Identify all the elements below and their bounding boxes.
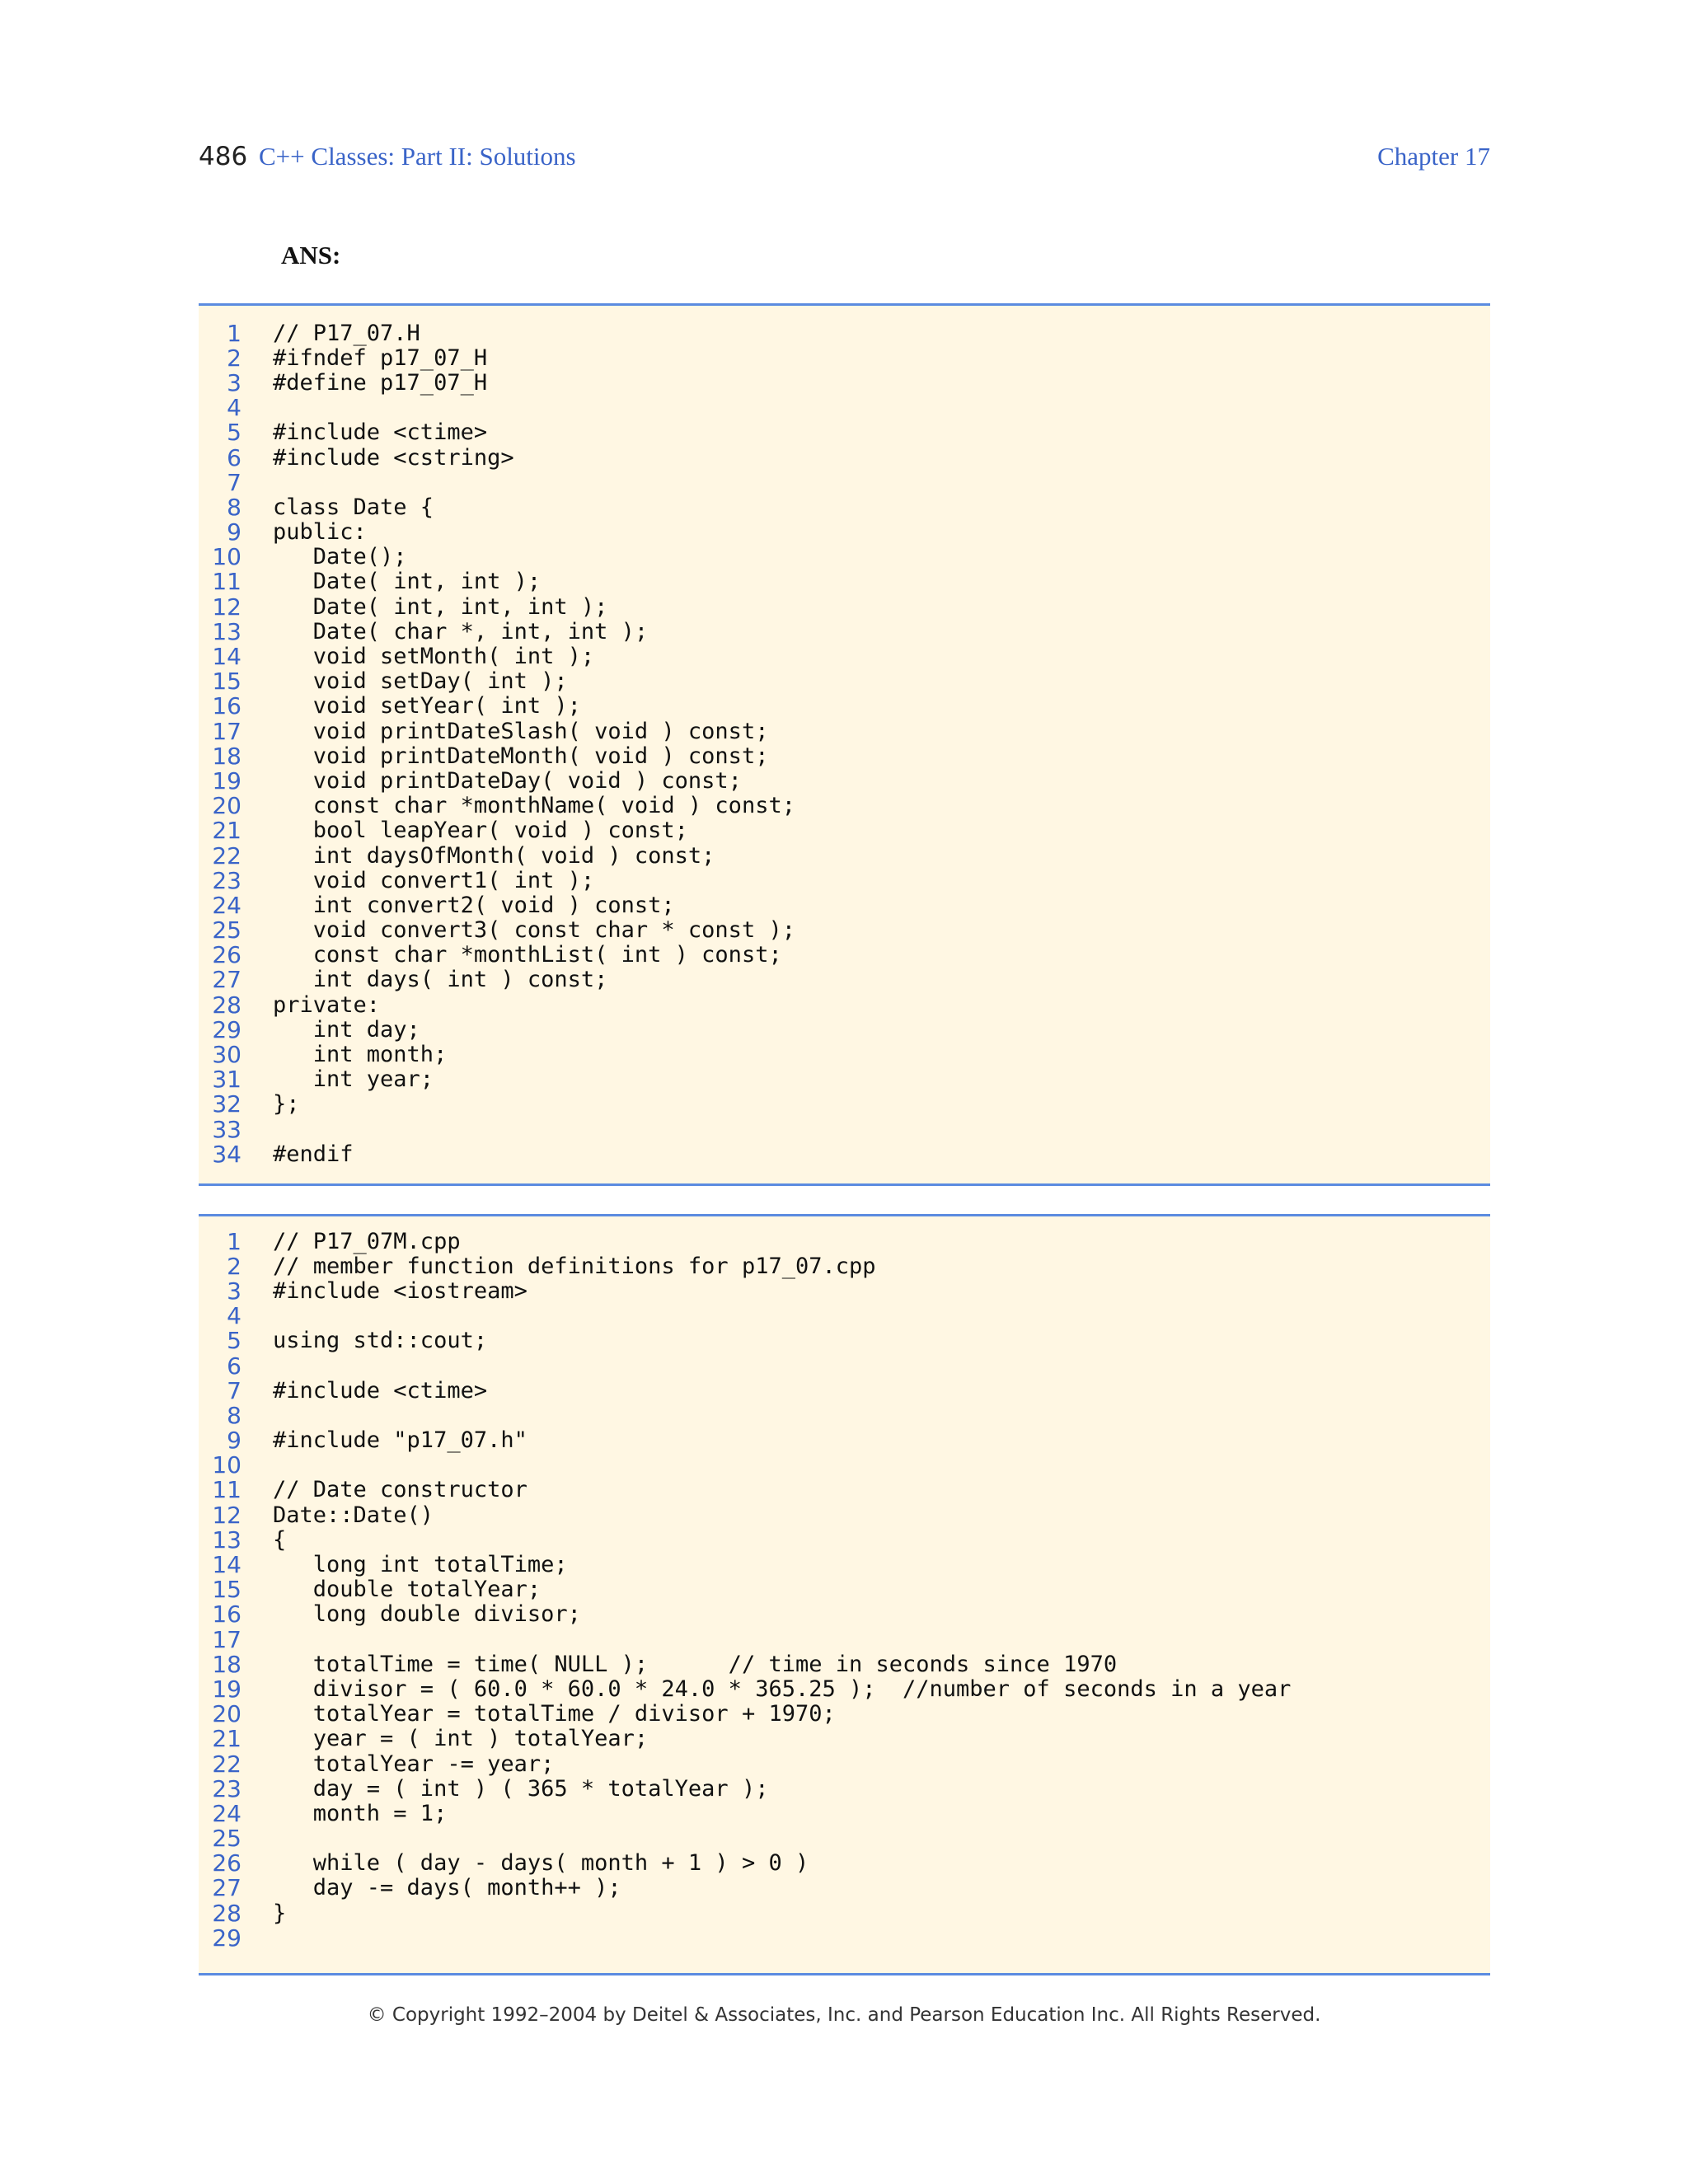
code-text: long double divisor; [273, 1601, 581, 1628]
code-text: } [273, 1900, 287, 1926]
code-text: divisor = ( 60.0 * 60.0 * 24.0 * 365.25 ); //number of seconds in a year [273, 1675, 1292, 1702]
line-number: 20 [212, 792, 241, 820]
code-line [199, 1925, 1490, 1950]
code-text: Date( int, int, int ); [273, 593, 608, 620]
code-line [199, 1067, 1490, 1092]
code-line [199, 643, 1490, 671]
code-line [199, 1577, 1490, 1602]
line-number: 6 [227, 1352, 241, 1380]
line-number: 8 [227, 1401, 241, 1429]
code-line [199, 1702, 1490, 1727]
code-line [199, 1602, 1490, 1627]
code-text: Date::Date() [273, 1502, 434, 1528]
code-line [199, 569, 1490, 594]
line-number: 10 [212, 1451, 241, 1479]
line-number: 19 [212, 1675, 241, 1703]
code-text: void convert1( int ); [273, 867, 595, 893]
line-number: 2 [227, 1252, 241, 1280]
code-line [199, 1552, 1490, 1577]
code-lines [199, 321, 1490, 1166]
line-number: 17 [212, 1625, 241, 1653]
line-number: 14 [212, 643, 241, 671]
code-line [199, 1900, 1490, 1925]
code-line [199, 1652, 1490, 1676]
code-line [199, 1329, 1490, 1353]
code-line [199, 1751, 1490, 1776]
code-line [199, 818, 1490, 843]
code-line [199, 420, 1490, 445]
chapter-label: Chapter 17 [1377, 142, 1490, 171]
line-number: 18 [212, 1650, 241, 1678]
code-line [199, 794, 1490, 818]
code-text: double totalYear; [273, 1577, 542, 1603]
line-number: 29 [212, 1924, 241, 1952]
line-number: 16 [212, 1601, 241, 1629]
line-number: 31 [212, 1066, 241, 1094]
code-text: #include <ctime> [273, 1377, 488, 1404]
line-number: 21 [212, 817, 241, 845]
line-number: 15 [212, 1576, 241, 1604]
code-text: day = ( int ) ( 365 * totalYear ); [273, 1775, 769, 1802]
line-number: 32 [212, 1090, 241, 1118]
code-line [199, 1378, 1490, 1403]
code-line [199, 1527, 1490, 1552]
line-number: 20 [212, 1700, 241, 1728]
code-text: while ( day - days( month + 1 ) > 0 ) [273, 1850, 809, 1877]
code-line [199, 396, 1490, 420]
code-text: Date( int, int ); [273, 569, 542, 595]
code-listing-implementation-file [199, 1214, 1490, 1975]
line-number: 17 [212, 717, 241, 745]
code-lines [199, 1229, 1490, 1950]
running-title: C++ Classes: Part II: Solutions [259, 142, 576, 171]
code-text: month = 1; [273, 1800, 448, 1826]
line-number: 24 [212, 891, 241, 919]
code-line [199, 843, 1490, 868]
line-number: 18 [212, 742, 241, 770]
copyright-footer: © Copyright 1992–2004 by Deitel & Associates, Inc. and Pearson Education Inc. All Rights Reserved. [367, 2004, 1321, 2026]
code-text: int daysOfMonth( void ) const; [273, 842, 715, 869]
line-number: 28 [212, 1899, 241, 1927]
code-text: long int totalTime; [273, 1552, 568, 1578]
code-text: public: [273, 519, 367, 546]
line-number: 26 [212, 1849, 241, 1877]
line-number: 4 [227, 1302, 241, 1330]
code-line [199, 1801, 1490, 1825]
code-text: #include <iostream> [273, 1277, 528, 1304]
code-text: #include "p17_07.h" [273, 1427, 528, 1454]
line-number: 27 [212, 966, 241, 994]
code-text: class Date { [273, 494, 434, 520]
page-header [199, 142, 1490, 178]
code-line [199, 321, 1490, 345]
answer-label: ANS: [281, 241, 341, 269]
line-number: 14 [212, 1551, 241, 1579]
code-line [199, 1017, 1490, 1042]
code-line [199, 345, 1490, 370]
line-number: 19 [212, 766, 241, 794]
code-line [199, 1278, 1490, 1303]
code-line [199, 520, 1490, 545]
line-number: 3 [227, 1277, 241, 1305]
code-text: totalYear = totalTime / divisor + 1970; [273, 1701, 836, 1727]
code-line [199, 1254, 1490, 1278]
code-text: const char *monthName( void ) const; [273, 793, 795, 819]
code-line [199, 1141, 1490, 1166]
line-number: 9 [227, 518, 241, 546]
code-line [199, 1304, 1490, 1329]
code-text: bool leapYear( void ) const; [273, 818, 688, 844]
line-number: 5 [227, 419, 241, 447]
code-text: #include <ctime> [273, 419, 488, 446]
code-line [199, 1727, 1490, 1751]
line-number: 8 [227, 493, 241, 521]
code-line [199, 768, 1490, 793]
code-listing-header-file [199, 303, 1490, 1186]
line-number: 9 [227, 1427, 241, 1455]
line-number: 1 [227, 319, 241, 347]
code-text: }; [273, 1091, 300, 1118]
line-number: 23 [212, 866, 241, 894]
code-text: Date(); [273, 544, 407, 570]
code-line [199, 1776, 1490, 1801]
line-number: 25 [212, 916, 241, 944]
line-number: 34 [212, 1140, 241, 1168]
line-number: 26 [212, 941, 241, 969]
code-text: const char *monthList( int ) const; [273, 942, 782, 968]
code-text: void setDay( int ); [273, 668, 568, 695]
code-line [199, 619, 1490, 644]
code-line [199, 943, 1490, 968]
code-line [199, 1092, 1490, 1117]
code-line [199, 968, 1490, 992]
line-number: 11 [212, 568, 241, 596]
line-number: 28 [212, 991, 241, 1019]
code-text: day -= days( month++ ); [273, 1875, 621, 1901]
line-number: 5 [227, 1327, 241, 1355]
code-line [199, 918, 1490, 943]
line-number: 22 [212, 1750, 241, 1778]
line-number: 1 [227, 1227, 241, 1255]
line-number: 12 [212, 1501, 241, 1529]
line-number: 21 [212, 1725, 241, 1753]
code-line [199, 1478, 1490, 1502]
line-number: 4 [227, 394, 241, 422]
line-number: 25 [212, 1825, 241, 1853]
code-text: void printDateMonth( void ) const; [273, 743, 769, 769]
line-number: 7 [227, 1376, 241, 1404]
line-number: 6 [227, 443, 241, 471]
code-line [199, 1453, 1490, 1478]
code-text: // P17_07M.cpp [273, 1228, 461, 1254]
code-line [199, 1876, 1490, 1900]
line-number: 22 [212, 841, 241, 869]
code-text: #ifndef p17_07_H [273, 344, 488, 371]
code-line [199, 1229, 1490, 1254]
line-number: 15 [212, 668, 241, 696]
code-text: totalYear -= year; [273, 1750, 555, 1777]
code-text: void printDateSlash( void ) const; [273, 718, 769, 744]
code-text: using std::cout; [273, 1328, 488, 1354]
line-number: 13 [212, 617, 241, 645]
line-number: 10 [212, 543, 241, 571]
code-text: // member function definitions for p17_07.cpp [273, 1253, 876, 1279]
code-line [199, 1403, 1490, 1427]
code-line [199, 1117, 1490, 1141]
code-line [199, 669, 1490, 694]
code-line [199, 992, 1490, 1017]
code-text: // Date constructor [273, 1477, 528, 1503]
code-text: { [273, 1526, 287, 1553]
line-number: 33 [212, 1115, 241, 1143]
line-number: 27 [212, 1874, 241, 1902]
code-line [199, 1041, 1490, 1069]
code-text: #define p17_07_H [273, 369, 488, 396]
code-line [199, 1676, 1490, 1701]
line-number: 13 [212, 1526, 241, 1554]
code-line [199, 494, 1490, 519]
code-text: // P17_07.H [273, 320, 420, 346]
code-text: #endif [273, 1141, 354, 1167]
code-line [199, 1502, 1490, 1527]
code-text: year = ( int ) totalYear; [273, 1726, 649, 1752]
code-line [199, 1353, 1490, 1378]
line-number: 3 [227, 368, 241, 396]
line-number: 23 [212, 1774, 241, 1802]
code-line [199, 1428, 1490, 1453]
code-line [199, 719, 1490, 743]
code-line [199, 594, 1490, 619]
code-text: void setYear( int ); [273, 693, 581, 719]
code-line [199, 370, 1490, 395]
code-text: Date( char *, int, int ); [273, 618, 649, 644]
code-line [199, 743, 1490, 768]
code-text: int year; [273, 1066, 434, 1093]
code-line [199, 470, 1490, 494]
code-text: int month; [273, 1042, 448, 1068]
code-text: void printDateDay( void ) const; [273, 767, 742, 794]
line-number: 30 [212, 1041, 241, 1069]
line-number: 11 [212, 1476, 241, 1504]
line-number: 12 [212, 593, 241, 621]
code-text: #include <cstring> [273, 444, 514, 471]
code-text: void setMonth( int ); [273, 644, 595, 670]
code-line [199, 893, 1490, 917]
line-number: 7 [227, 468, 241, 496]
page-number: 486 [199, 142, 248, 171]
code-line [199, 868, 1490, 893]
code-line [199, 545, 1490, 569]
code-line [199, 1627, 1490, 1652]
code-text: int day; [273, 1016, 420, 1043]
code-line [199, 445, 1490, 470]
code-line [199, 1826, 1490, 1851]
code-line [199, 1851, 1490, 1876]
line-number: 29 [212, 1015, 241, 1043]
code-text: int days( int ) const; [273, 967, 608, 993]
code-text: void convert3( const char * const ); [273, 917, 795, 944]
code-text: int convert2( void ) const; [273, 892, 675, 918]
code-line [199, 694, 1490, 719]
line-number: 24 [212, 1799, 241, 1827]
line-number: 2 [227, 344, 241, 372]
code-text: private: [273, 991, 381, 1018]
line-number: 16 [212, 692, 241, 720]
code-text: totalTime = time( NULL ); // time in seconds since 1970 [273, 1651, 1118, 1677]
